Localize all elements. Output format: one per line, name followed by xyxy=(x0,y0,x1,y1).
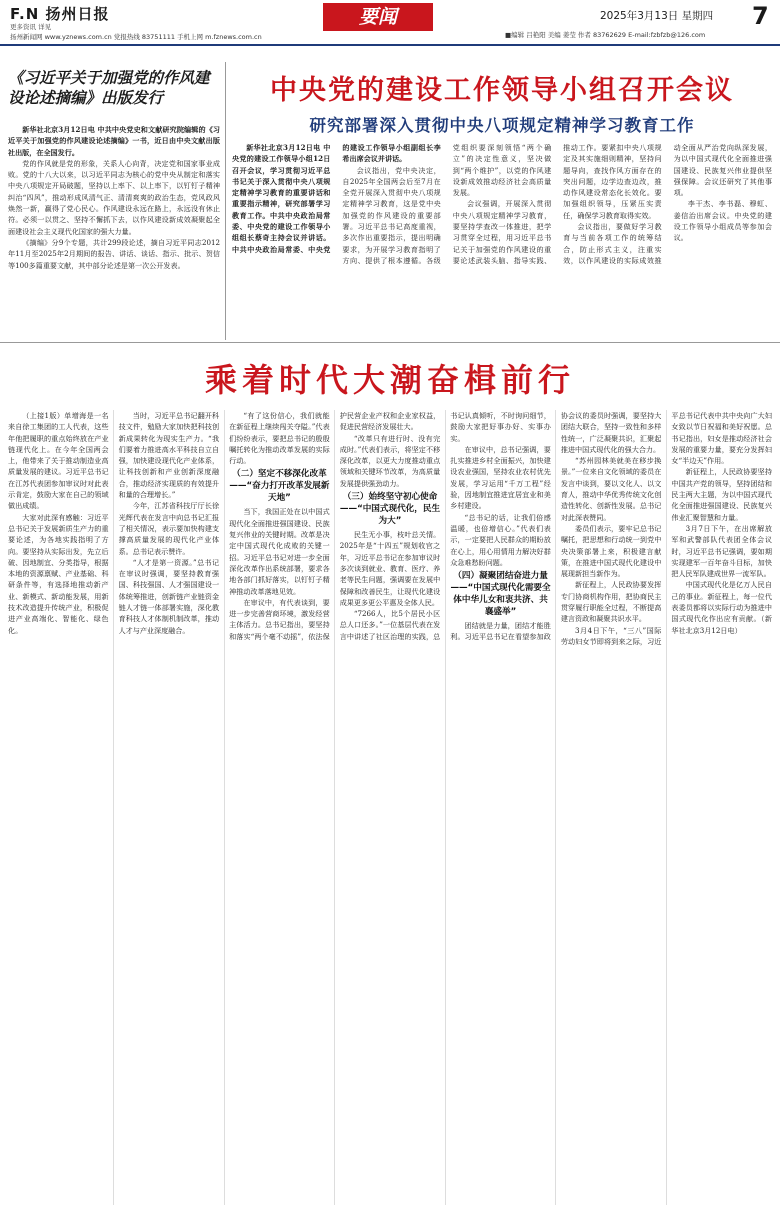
feature-paragraph: “苏州园林美就美在移步换景。”一位来自文化领域的委员在发言中谈到，要以文化人、以文育人，推动中华优秀传统文化创造性转化、创新性发展。总书记对此深表赞同。 xyxy=(560,456,662,522)
side-article-body xyxy=(8,124,220,334)
feature-paragraph: 大家对此深有感触：习近平总书记关于发展新质生产力的重要论述，为各地实践指明了方向。要坚持从实际出发，先立后破、因地制宜、分类指导，根据本地的资源禀赋、产业基础、科研条件等，有选择地推动新产业、新模式、新动能发展，用新技术改造提升传统产业，积极促进产业高端化、智能化、绿色化。 xyxy=(8,512,109,635)
feature-article-body xyxy=(8,410,772,1205)
masthead-line-2: 扬州新闻网 www.yznews.com.cn 党报热线 83751111 手机上网 m.fznews.com.cn xyxy=(10,33,262,41)
feature-paragraph: 团结就是力量，团结才能胜利。习近平总书记在看望参加政协会议的委员时强调，要坚持大团结大联合，坚持一致性和多样性统一，广泛凝聚共识，汇聚起推进中国式现代化的强大合力。 xyxy=(450,411,662,642)
feature-paragraph: “7266人，比5个居民小区总人口还多。”一位基层代表在发言中讲述了社区治理的实践，总书记认真倾听，不时询问细节，鼓励大家把好事办好、实事办实。 xyxy=(339,411,551,641)
feature-paragraph: 新征程上，人民政协要坚持中国共产党的领导，坚持团结和民主两大主题，为以中国式现代化全面推进强国建设、民族复兴伟业汇聚智慧和力量。 xyxy=(671,467,772,522)
feature-paragraph: （上接1版）单增海是一名来自徐工集团的工人代表，这些年他把履职的重点始终放在产业链现代化上。在今年全国两会上，他带来了关于推动制造业高质量发展的建议。习近平总书记在江苏代表团参加审议时对此表示肯定，鼓励大家在自己的领域做出成绩。 xyxy=(8,411,109,511)
main-paragraph: 会议强调，开展深入贯彻中央八项规定精神学习教育，要坚持学查改一体推进，把学习贯穿全过程，用习近平总书记关于加强党的作风建设的重要论述武装头脑、指导实践、推动工作。要紧扣中央八项规定及其实施细则精神，坚持问题导向，查找作风方面存在的突出问题，边学边查边改，推动作风建设常态化长效化。要加强组织领导，压紧压实责任，确保学习教育取得实效。 xyxy=(452,143,662,265)
feature-paragraph: “有了这份信心，我们就能在新征程上继续闯关夺隘。”代表们纷纷表示，要把总书记的殷殷嘱托转化为推动改革发展的实际行动。 xyxy=(229,411,330,466)
feature-paragraph: “人才是第一资源。”总书记在审议时强调，要坚持教育强国、科技强国、人才强国建设一体统筹推进，创新链产业链资金链人才链一体部署实施，深化教育科技人才体制机制改革，推动人才与产业深度融合。 xyxy=(118,557,220,635)
side-paragraph: 党的作风就是党的形象，关系人心向背，决定党和国家事业成败。党的十八大以来，以习近平同志为核心的党中央从制定和落实中央八项规定开局破题，坚持以上率下、以上率下，以钉钉子精神纠治“四风”，推动形成风清气正、清清爽爽的政治生态，党风政风焕然一新，赢得了党心民心。作风建设永远在路上，永远没有休止符。必须一以贯之、坚持不懈抓下去，以作风建设新成效凝聚起全面建设社会主义现代化国家的强大力量。 xyxy=(8,158,220,236)
feature-subhead: （三）始终坚守初心使命——“中国式现代化，民生为大” xyxy=(339,492,441,527)
feature-paragraph: 在审议中，总书记强调，要扎实推进乡村全面振兴，加快建设农业强国，坚持农业农村优先发展，学习运用“千万工程”经验，因地制宜推进宜居宜业和美乡村建设。 xyxy=(450,444,551,511)
feature-paragraph: 今年，江苏省科技厅厅长徐光辉代表在发言中向总书记汇报了相关情况，表示要加快构建支撑高质量发展的现代化产业体系。总书记表示赞许。 xyxy=(118,501,220,556)
side-article-title: 《习近平关于加强党的作风建设论述摘编》出版发行 xyxy=(8,69,210,107)
masthead-line-1: 更多资讯 详见 xyxy=(10,23,52,31)
newspaper-logo: F.N 扬州日报 xyxy=(10,5,110,23)
masthead-rule xyxy=(0,44,780,46)
main-paragraph: 李干杰、李书磊、穆虹、姜信治出席会议。中央党的建设工作领导小组成员等参加会议。 xyxy=(673,199,772,243)
feature-paragraph: 委员们表示，要牢记总书记嘱托，把思想和行动统一到党中央决策部署上来，积极建言献策，在推进中国式现代化建设中展现新担当新作为。 xyxy=(560,523,662,579)
feature-subhead: （四）凝聚团结奋进力量——“中国式现代化需要全体中华儿女和衷共济、共襄盛举” xyxy=(450,571,551,618)
feature-paragraph: “总书记的话，让我们倍感温暖，也倍增信心。”代表们表示，一定要把人民群众的期盼放在心上，用心用情用力解决好群众急难愁盼问题。 xyxy=(450,512,551,567)
feature-paragraph: 新征程上，人民政协要发挥专门协商机构作用，把协商民主贯穿履行职能全过程，不断提高建言资政和凝聚共识水平。 xyxy=(560,580,662,624)
section-divider xyxy=(0,342,780,343)
main-article-title: 中央党的建设工作领导小组召开会议 xyxy=(270,75,734,106)
feature-paragraph: 当下，我国正处在以中国式现代化全面推进强国建设、民族复兴伟业的关键时期。改革是决定中国式现代化成败的关键一招。习近平总书记对进一步全面深化改革作出系统部署，要求各地各部门抓好落实，以钉钉子精神推动改革落地见效。 xyxy=(229,507,330,596)
feature-paragraph: 在审议中，有代表谈到，要进一步完善营商环境，激发经营主体活力。总书记指出，要坚持和落实“两个毫不动摇”，依法保护民营企业产权和企业家权益，促进民营经济发展壮大。 xyxy=(229,411,441,641)
feature-article-title: 乘着时代大潮奋楫前行 xyxy=(204,361,575,399)
feature-paragraph: 3月4日下午，“三八”国际劳动妇女节即将到来之际，习近平总书记代表中共中央向广大妇女致以节日祝福和美好祝愿。总书记指出，妇女是推动经济社会发展的重要力量，要充分发挥妇女“半边天”作用。 xyxy=(560,411,772,646)
feature-paragraph: 民生无小事，枝叶总关情。2025年是“十四五”规划收官之年，习近平总书记在参加审议时多次谈到就业、教育、医疗、养老等民生问题，强调要在发展中保障和改善民生，让现代化建设成果更多更公平惠及全体人民。 xyxy=(339,530,441,607)
feature-subhead: （二）坚定不移深化改革——“奋力打开改革发展新天地” xyxy=(229,469,330,504)
side-paragraph: 《摘编》分9个专题，共计299段论述，摘自习近平同志2012年11月至2025年2月期间的报告、讲话、谈话、指示、批示、贺信等100多篇重要文献，其中部分论述是第一次公开发表。 xyxy=(8,237,220,270)
issue-date: 2025年3月13日 星期四 xyxy=(600,10,714,22)
main-article-subtitle: 研究部署深入贯彻中央八项规定精神学习教育工作 xyxy=(309,116,695,135)
section-tag: 要闻 xyxy=(323,3,433,31)
main-paragraph: 会议指出，要做好学习教育与当前各项工作的统筹结合，防止形式主义，注重实效，以作风建设的实际成效推动全面从严治党向纵深发展，为以中国式现代化全面推进强国建设、民族复兴伟业提供坚强保障。会议还研究了其他事项。 xyxy=(563,143,772,265)
editors-line: ■编辑 吕艳阳 美编 姜莹 作者 83762629 E-mail:fzbfzb@126.com xyxy=(505,31,706,39)
main-paragraph: 会议指出，党中央决定，自2025年全国两会后至7月在全党开展深入贯彻中央八项规定精神学习教育，这是党中央加强党的作风建设的重要部署。习近平总书记高度重视，多次作出重要指示，提出明确要求，为开展学习教育指明了方向、提供了根本遵循。各级党组织要深刻领悟“两个确立”的决定性意义，坚决做到“两个维护”，以党的作风建设新成效推动经济社会高质量发展。 xyxy=(342,143,552,265)
feature-paragraph: 中国式现代化是亿万人民自己的事业。新征程上，每一位代表委员都将以实际行动为推进中国式现代化作出应有贡献。（新华社北京3月12日电） xyxy=(671,580,772,635)
side-paragraph: 新华社北京3月12日电 中共中央党史和文献研究院编辑的《习近平关于加强党的作风建设论述摘编》一书，近日由中央文献出版社出版，在全国发行。 xyxy=(8,125,220,157)
column-divider xyxy=(225,62,226,340)
feature-paragraph: 当时，习近平总书记翻开科技文件，勉励大家加快把科技创新成果转化为现实生产力。“我们要着力推进高水平科技自立自强，加快建设现代化产业体系，让科技创新和产业创新深度融合，推动经济实现质的有效提升和量的合理增长。” xyxy=(118,411,220,500)
feature-paragraph: 3月7日下午，在出席解放军和武警部队代表团全体会议时，习近平总书记强调，要如期实现建军一百年奋斗目标，加快把人民军队建成世界一流军队。 xyxy=(671,523,772,579)
page-number: 7 xyxy=(752,2,769,30)
feature-paragraph: “改革只有进行时、没有完成时。”代表们表示，将坚定不移深化改革，以更大力度推动重点领域和关键环节改革，为高质量发展提供强劲动力。 xyxy=(339,433,441,488)
main-article-body xyxy=(232,142,772,337)
main-paragraph: 新华社北京3月12日电 中央党的建设工作领导小组12日召开会议，学习贯彻习近平总书记关于深入贯彻中央八项规定精神学习教育的重要讲话和重要指示精神，研究部署学习教育工作。中共中央政治局常委、中央党的建设工作领导小组组长蔡奇主持会议并讲话。中共中央政治局常委、中央党的建设工作领导小组副组长李希出席会议并讲话。 xyxy=(232,143,441,254)
